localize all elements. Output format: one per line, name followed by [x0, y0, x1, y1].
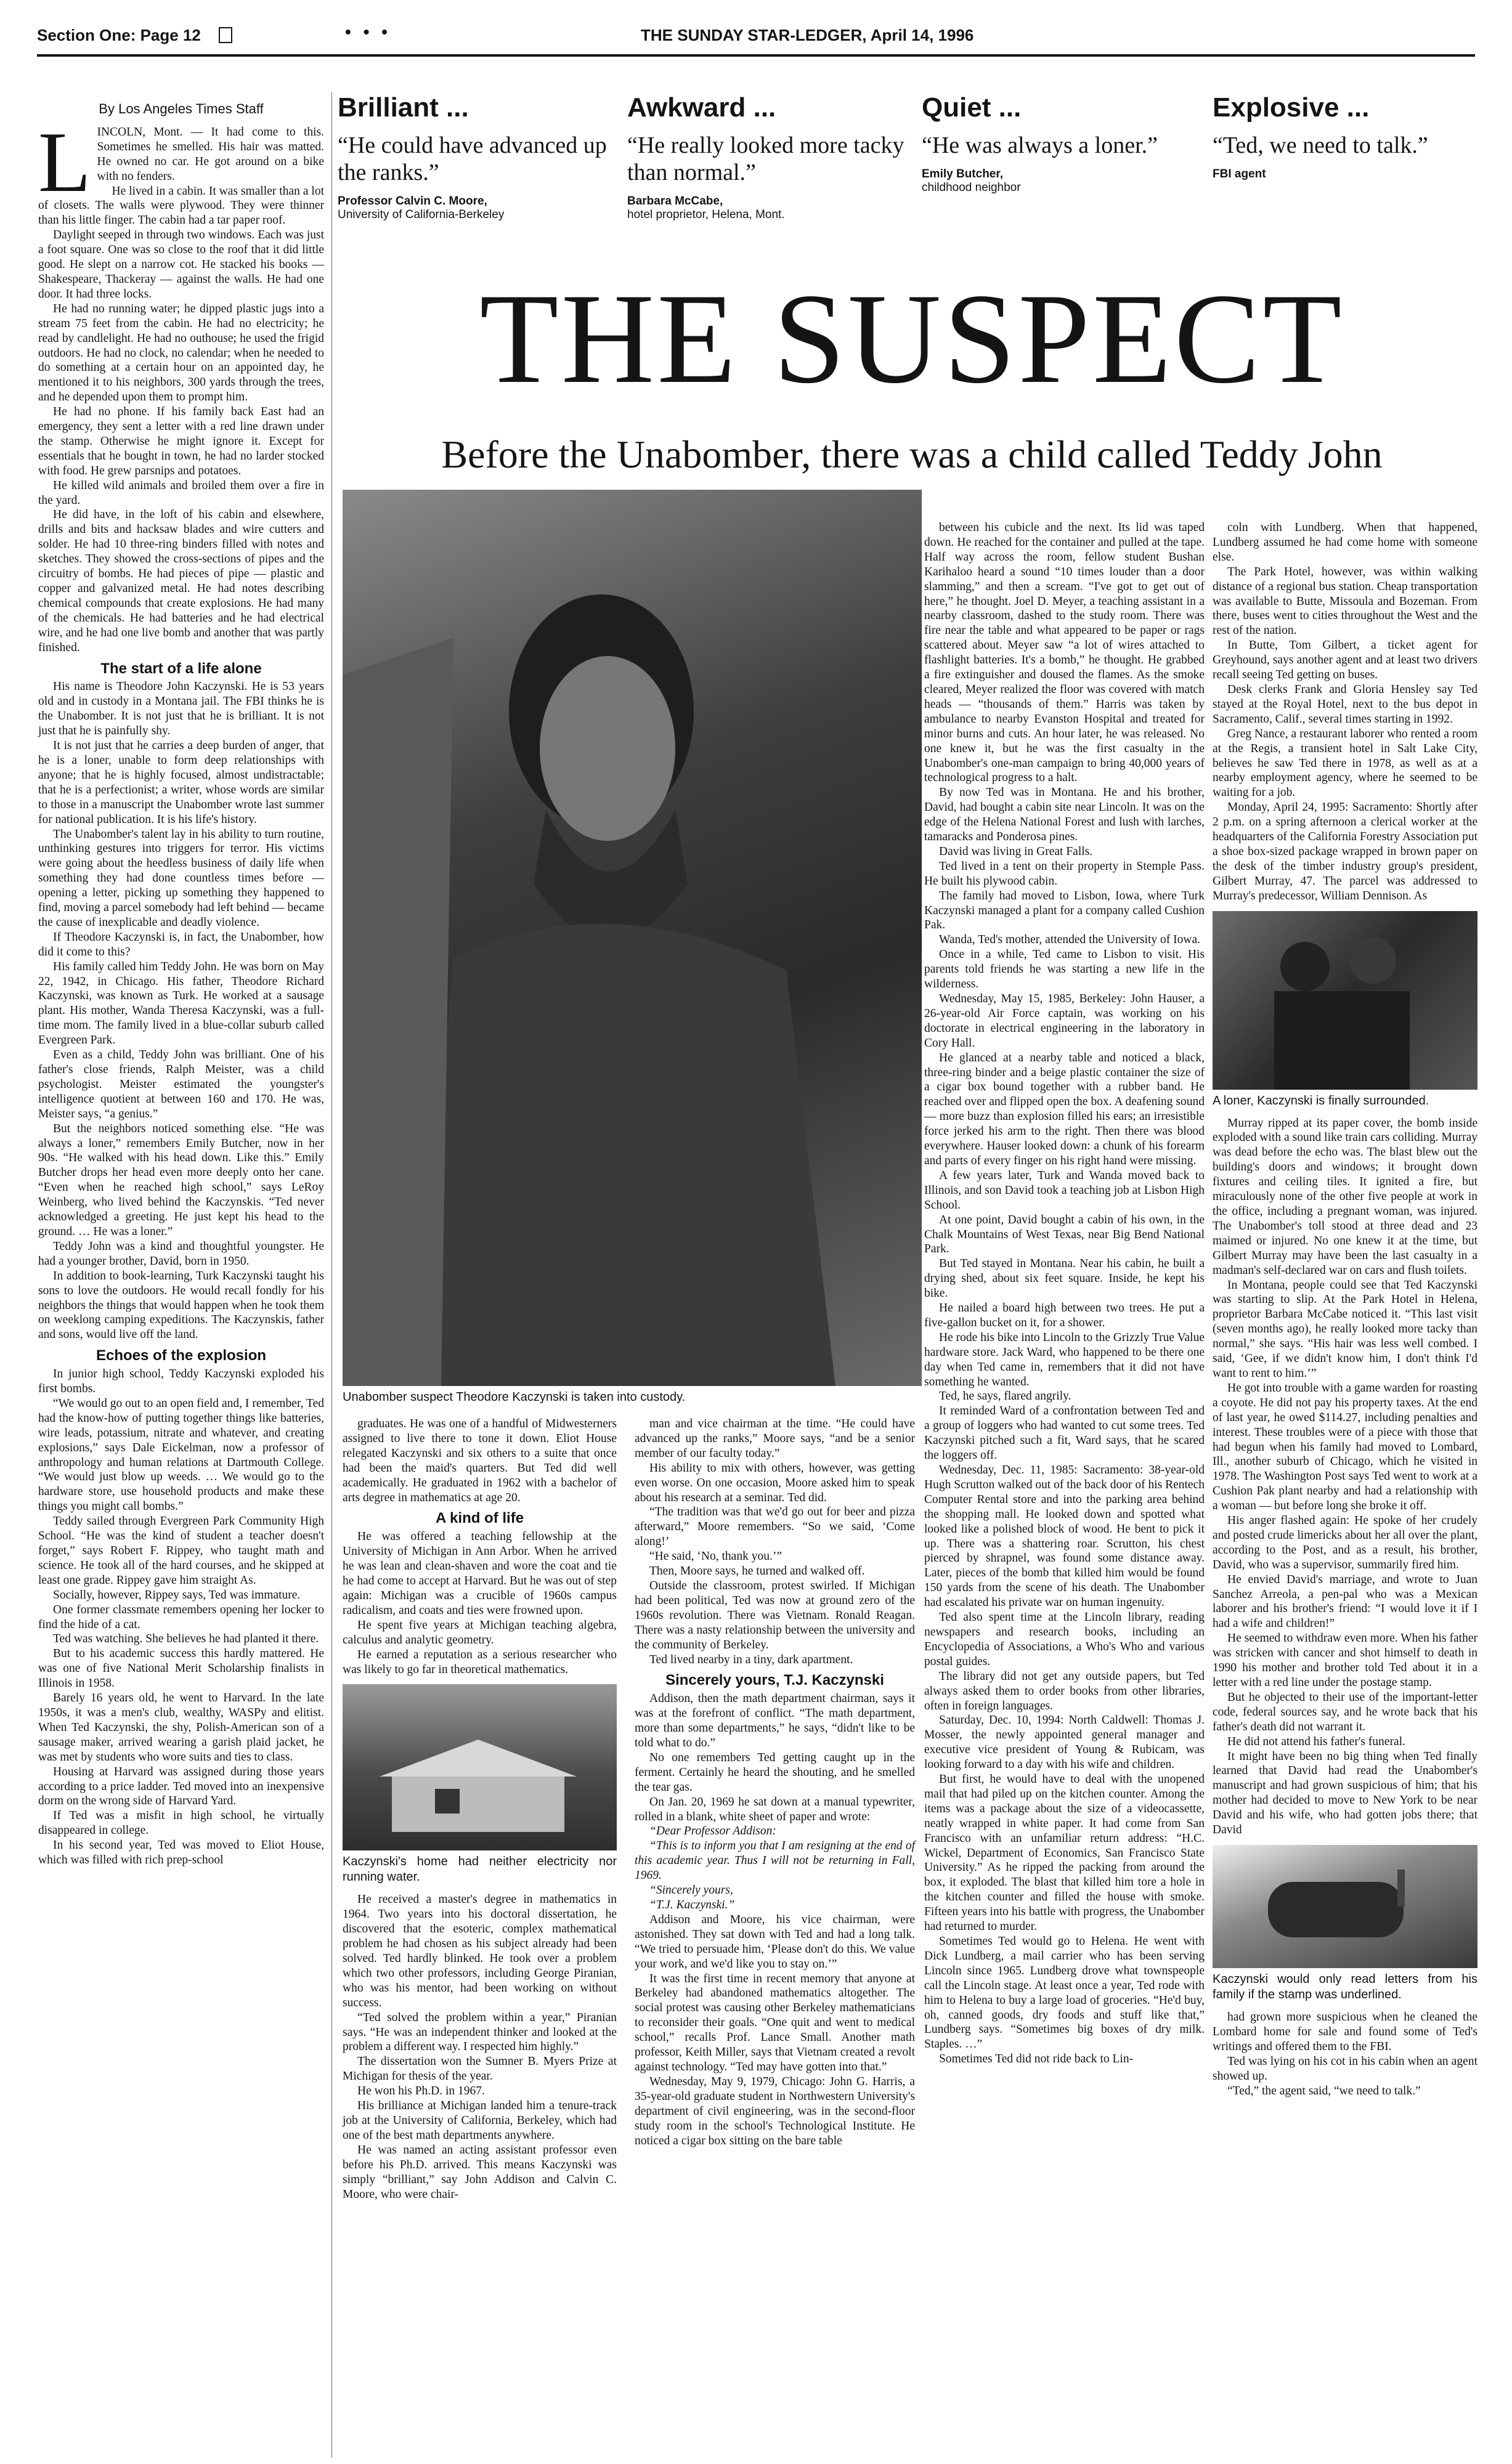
paragraph: Wednesday, Dec. 11, 1985: Sacramento: 38-year-old Hugh Scrutton walked out of the back door of his Rentech Computer Rental store and into the parking area behind the shopping mall. He looked down and spotted what looked like a polished block of wood. He bent to pick it up. There was a shattering roar. Scrutton, his chest pierced by shrapnel, was found some distance away. Later, pieces of the bomb that killed him would be found 150 yards from the scene of his death. The Unabomber had escalated his private war on human ingenuity. [924, 1464, 1205, 1610]
subheadline: Before the Unabomber, there was a child called Teddy John [441, 432, 1383, 476]
paragraph: Outside the classroom, protest swirled. If Michigan had been political, Ted was now at ground zero of the 1960s revolution. There was Vietnam. Ronald Reagan. There was a nasty relationship between the university and the community of Berkeley. [635, 1579, 915, 1651]
paragraph: The family had moved to Lisbon, Iowa, where Turk Kaczynski managed a plant for a company called Cushion Pak. [924, 889, 1205, 932]
paragraph: In Montana, people could see that Ted Kaczynski was starting to slip. At the Park Hotel in Helena, proprietor Barbara McCabe noticed it. “This last visit (seven months ago), he really looked more tacky than normal,” she says. “His hair was less well combed. I said, ‘Gee, if we didn't know him, I don't think I'd want to rent to him.’” [1213, 1278, 1477, 1380]
mailbox-photo-caption: Kaczynski would only read letters from his family if the stamp was underlined. [1213, 1972, 1477, 2001]
paragraph: coln with Lundberg. When that happened, Lundberg assumed he had come home with someone else. [1213, 521, 1477, 564]
paragraph: No one remembers Ted getting caught up in the ferment. Certainly he heard the shouting, and he smelled the tear gas. [635, 1751, 915, 1794]
paragraph: His anger flashed again: He spoke of her crudely and posted crude limericks about her all over the plant, according to the Post, and as a result, his brother, David, who was a supervisor, summarily fired him. [1213, 1514, 1477, 1571]
paragraph: He rode his bike into Lincoln to the Grizzly True Value hardware store. Jack Ward, who happened to be there one day when Ted came in, remembers that it did not have something he wanted. [924, 1331, 1205, 1388]
article-column-1 [38, 102, 324, 1868]
quote-brilliant [338, 92, 618, 222]
paragraph: Wanda, Ted's mother, attended the University of Iowa. [939, 933, 1200, 947]
quote-text: “Ted, we need to talk.” [1213, 132, 1428, 158]
arrest-illustration [1213, 911, 1477, 1090]
paragraph: “Ted solved the problem within a year,” Piranian says. “He was an independent thinker and looked at the problem a different way. I respected him highly.” [343, 2011, 617, 2054]
photo-placeholder-figure [343, 490, 922, 1386]
quote-title: Brilliant ... [338, 92, 469, 123]
arrest-photo-caption: A loner, Kaczynski is finally surrounded. [1213, 1093, 1429, 1108]
quote-title: Awkward ... [627, 92, 776, 123]
paragraph: Ted lived in a tent on their property in Stemple Pass. He built his plywood cabin. [924, 859, 1205, 888]
paragraph: At one point, David bought a cabin of his own, in the Chalk Mountains of West Texas, near Big Bend National Park. [924, 1213, 1205, 1256]
paragraph: between his cubicle and the next. Its lid was taped down. He reached for the container and pulled at the tape. Half way across the room, fellow student Bushan Karihaloo heard a sound “10 times louder than a door slamming,” and then a scream. “I've got to get out of here,” he thought. Joel D. Meyer, a teaching assistant in a nearby classroom, dashed to the study room. There was fire near the table and what appeared to be paper or rags scattered about. Meyer saw “a lot of wires attached to flashlight batteries. It's a bomb,” he thought. He grabbed a fire extinguisher and doused the flames. As the smoke cleared, Meyer realized the floor was covered with match heads — “thousands of them.” Harris was taken by ambulance to nearby Evanston Hospital and treated for minor burns and cuts. An hour later, he was released. No one knew it, but he was the first casualty in the Unabomber's one-man campaign to bring 40,000 years of technological progress to a halt. [924, 521, 1205, 785]
paragraph: Ted was lying on his cot in his cabin when an agent showed up. [1213, 2054, 1477, 2083]
subheading: A kind of life [435, 1510, 524, 1527]
quote-source: Barbara McCabe, [627, 195, 723, 208]
paragraph: Daylight seeped in through two windows. Each was just a foot square. One was so close to the roof that it did little good. He slept on a narrow cot. He stacked his books — Shakespeare, Thackeray — against the walls. He had one door. It had three locks. [38, 229, 324, 301]
paragraph: His ability to mix with others, however, was getting even worse. On one occasion, Moore asked him to speak about his research at a seminar. Ted did. [635, 1461, 915, 1504]
paragraph: He did have, in the loft of his cabin and elsewhere, drills and bits and hacksaw blades and wire cutters and solder. He had 10 three-ring binders filled with notes and sketches. They showed the cross-sections of pipes and the circuitry of bombs. He had pieces of pipe — plastic and copper and galvanized metal. He had notes describing chemical compounds that create explosions. He had many of the chemicals. He had batteries and he had electrical wire, and he had one live bomb and another that was partly finished. [38, 508, 324, 654]
subheading: The start of a life alone [100, 660, 262, 677]
quote-title: Quiet ... [922, 92, 1022, 123]
paragraph: Ted lived nearby in a tiny, dark apartment. [649, 1653, 853, 1666]
paragraph: “Ted,” the agent said, “we need to talk.” [1227, 2084, 1421, 2097]
paragraph: He seemed to withdraw even more. When his father was stricken with cancer and shot himself to death in 1990 his mother and brother told Ted about it in a letter with a red line under the postage stamp. [1213, 1632, 1477, 1689]
section-label: Section One: Page 12 [37, 26, 201, 44]
quote-awkward [627, 92, 908, 222]
paragraph: But he objected to their use of the important-letter code, federal sources say, and he wrote back that his father's death did not warrant it. [1213, 1690, 1477, 1733]
paragraph: He received a master's degree in mathematics in 1964. Two years into his doctoral dissertation, he discovered that the esoteric, complex mathematical problem he had chosen as his subject already had been solved. Ted hardly blinked. He took over a problem which two other professors, including George Piranian, who was his mentor, had been working on without success. [343, 1893, 617, 2009]
paragraph: Then, Moore says, he turned and walked off. [649, 1565, 865, 1578]
quote-text: “He really looked more tacky than normal.” [627, 132, 904, 185]
quote-quiet [922, 92, 1202, 195]
paragraph: Wednesday, May 9, 1979, Chicago: John G. Harris, a 35-year-old graduate student in Northwestern University's department of civil engineering, was in the second-floor study room in the school's Technological Institute. He noticed a cigar box sitting on the bare table [635, 2075, 915, 2147]
main-photo-caption: Unabomber suspect Theodore Kaczynski is taken into custody. [343, 1390, 686, 1404]
paragraph: man and vice chairman at the time. “He could have advanced up the ranks,” Moore says, “and be a senior member of our faculty today.” [635, 1417, 915, 1460]
paragraph: He spent five years at Michigan teaching algebra, calculus and analytic geometry. [343, 1618, 617, 1647]
paragraph: Addison and Moore, his vice chairman, were astonished. They sat down with Ted and had a long talk. “We tried to persuade him, ‘Please don't do this. We value your work, and we'd like you to stay on.’” [635, 1913, 915, 1971]
paragraph: David was living in Great Falls. [939, 845, 1093, 858]
paragraph: INCOLN, Mont. — It had come to this. Sometimes he smelled. His hair was matted. He owned no car. He got around on a bike with no fenders. [97, 125, 324, 183]
paragraph: He nailed a board high between two trees. He put a five-gallon bucket on it, for a shower. [924, 1302, 1205, 1329]
paragraph: He killed wild animals and broiled them over a fire in the yard. [38, 479, 324, 507]
paragraph: The dissertation won the Sumner B. Myers Prize at Michigan for thesis of the year. [343, 2055, 617, 2083]
paragraph: Teddy sailed through Evergreen Park Community High School. “He was the kind of student a teacher doesn't forget,” says Robert F. Rippey, who taught math and science. He took all of the hard courses, and he skipped at least one grade. Rippey gave him straight As. [38, 1515, 324, 1587]
main-photo-suspect [343, 490, 922, 1386]
quote-title: Explosive ... [1213, 92, 1370, 123]
paragraph: One former classmate remembers opening her locker to find the hide of a cat. [38, 1603, 324, 1631]
paragraph: Socially, however, Rippey says, Ted was immature. [53, 1588, 301, 1602]
paragraph: Sometimes Ted did not ride back to Lin- [939, 2053, 1134, 2066]
paragraph: graduates. He was one of a handful of Midwesterners assigned to live there to tone it down. Eliot House relegated Kaczynski and six others to a suite that once had been the maid's quarters. But Ted did well academically. He graduated in 1962 with a bachelor of arts degree in mathematics at age 20. [343, 1417, 617, 1504]
paragraph: But the neighbors noticed something else. “He was always a loner,” remembers Emily Butcher, now in her 90s. “He walked with his head down. Like this.” Emily Butcher drops her head even more deeply onto her cane. “Even when he reached high school,” says LeRoy Weinberg, who lived behind the Kaczynskis. “Ted never acknowledged a greeting. He just kept his head to the ground. … He was a loner.” [38, 1122, 324, 1238]
paragraph: “The tradition was that we'd go out for beer and pizza afterward,” Moore remembers. “So we said, ‘Come along!’ [635, 1506, 915, 1549]
paragraph: Housing at Harvard was assigned during those years according to a price ladder. Ted moved into an inexpensive dorm on the wrong side of Harvard Yard. [38, 1765, 324, 1808]
paragraph: Ted, he says, flared angrily. [939, 1390, 1071, 1403]
paragraph: If Theodore Kaczynski is, in fact, the Unabomber, how did it come to this? [38, 930, 324, 958]
article-column-5 [1213, 521, 1477, 2098]
paragraph: He glanced at a nearby table and noticed a black, three-ring binder and a beige plastic container the size of a cigar box bound together with a rubber band. He reached over and flipped open the box. A deafening sound — more buzz than explosion filled his ears; an irresistible force jerked his arm to the right. Then there was blood everywhere. Hauser looked down: a chunk of his forearm and parts of every finger on his right hand were missing. [924, 1051, 1205, 1167]
subheading: Echoes of the explosion [96, 1347, 267, 1364]
quote-role: University of California-Berkeley [338, 208, 505, 221]
headline: THE SUSPECT [479, 267, 1344, 410]
paragraph: Murray ripped at its paper cover, the bomb inside exploded with a sound like train cars colliding. Murray was dead before the echo was. The blast blew out the building's doors and windows; it brought down fixtures and ceiling tiles. It ignited a fire, but miraculously none of the other five people at work in the office, including a pregnant woman, was injured. The Unabomber's toll stood at three dead and 23 maimed or injured. No one knew it at the time, but Gilbert Murray may have been the last casualty in a madman's self-declared war on cars and flush toilets. [1213, 1116, 1477, 1277]
paragraph: He had no phone. If his family back East had an emergency, they sent a letter with a red line drawn under the stamp. Otherwise he might ignore it. Except for essentials that he bought in town, he had no larder stocked with food. He grew parsnips and potatoes. [38, 405, 324, 477]
paragraph: It reminded Ward of a confrontation between Ted and a group of loggers who had wanted to cut some trees. Ted Kaczynski pitched such a fit, Ward says, that he scared the loggers off. [924, 1404, 1205, 1462]
page-header [37, 23, 1475, 57]
paragraph: A few years later, Turk and Wanda moved back to Illinois, and son David took a teaching job at Lisbon High School. [924, 1169, 1205, 1212]
paragraph: In his second year, Ted was moved to Eliot House, which was filled with rich prep-school [38, 1839, 324, 1867]
paragraph: It might have been no big thing when Ted finally learned that David had read the Unabomber's manuscript and had grown suspicious of him; that his mother had decided to move to New York to be near David and his wife, who had gotten jobs there; that David [1213, 1749, 1477, 1837]
paragraph: “He said, ‘No, thank you.’” [649, 1550, 782, 1563]
paragraph: had grown more suspicious when he cleaned the Lombard home for sale and found some of Ted's writings and offered them to the FBI. [1213, 2010, 1477, 2053]
paragraph: Saturday, Dec. 10, 1994: North Caldwell: Thomas J. Mosser, the newly appointed general manager and executive vice president of Young & Rubicam, was looking forward to a day with his wife and children. [924, 1714, 1205, 1772]
paragraph: His family called him Teddy John. He was born on May 22, 1942, in Chicago. His father, Theodore Richard Kaczynski, was known as Turk. He worked at a sausage plant. His mother, Wanda Theresa Kaczynski, was a full-time mom. The family lived in a blue-collar suburb called Evergreen Park. [38, 960, 324, 1047]
article-column-2 [343, 1417, 617, 2202]
checkbox-glyph [219, 27, 232, 43]
paragraph: His brilliance at Michigan landed him a tenure-track job at the University of California, Berkeley, which had one of the best math departments anywhere. [343, 2099, 617, 2142]
paragraph: On Jan. 20, 1969 he sat down at a manual typewriter, rolled in a blank, white sheet of paper and wrote: [635, 1795, 915, 1823]
paragraph: The library did not get any outside papers, but Ted always asked them to order books from other libraries, often in foreign languages. [924, 1669, 1205, 1712]
cabin-photo [343, 1684, 617, 1850]
paragraph: He did not attend his father's funeral. [1227, 1735, 1405, 1748]
paragraph: The Park Hotel, however, was within walking distance of a regional bus station. Cheap transportation was available to Butte, Missoula and Bozeman. From there, buses went to cities throughout the West and the rest of the nation. [1213, 565, 1477, 638]
paragraph: Ted also spent time at the Lincoln library, reading newspapers and research books, including an Encyclopedia of Associations, a Who's Who and various postal guides. [924, 1611, 1205, 1668]
paragraph: But first, he would have to deal with the unopened mail that had piled up on the kitchen counter. Among the items was a package about the size of a videocassette, neatly wrapped in white paper. It had come from San Francisco with an unfamiliar return address: “H.C. Wickel, Department of Economics, San Francisco State University.” As he ripped the packing from around the box, it exploded. The blast that killed him tore a hole in the kitchen counter and filled the house with smoke. Fifteen years into his battle with progress, the Unabomber had returned to murder. [924, 1773, 1205, 1934]
article-column-4 [924, 521, 1205, 2067]
paragraph: But to his academic success this hardly mattered. He was one of five National Merit Scholarship finalists in Illinois in 1958. [38, 1647, 324, 1690]
paragraph: It is not just that he carries a deep burden of anger, that he is a loner, unable to form deep relationships with anyone; that he is highly focused, almost undistractable; that he is a perfectionist; a writer, whose words are similar to those in a manuscript the Unabomber wrote last summer for national publication. It is his life's history. [38, 739, 324, 826]
paragraph: He earned a reputation as a serious researcher who was likely to go far in theoretical mathematics. [343, 1648, 617, 1676]
letter-line: “T.J. Kaczynski.” [649, 1899, 735, 1911]
paragraph: By now Ted was in Montana. He and his brother, David, had bought a cabin site near Lincoln. It was on the edge of the Helena National Forest and lush with larches, tamaracks and Ponderosa pines. [924, 786, 1205, 844]
paragraph: Addison, then the math department chairman, says it was at the forefront of conflict. “The math department, more than some departments,” he says, “didn't like to be told what to do.” [635, 1692, 915, 1750]
header-dots: • • • [345, 22, 391, 41]
paragraph: But Ted stayed in Montana. Near his cabin, he built a drying shed, about six feet square. Inside, he kept his bike. [924, 1257, 1205, 1300]
paragraph: Even as a child, Teddy John was brilliant. One of his father's close friends, Ralph Meister, was a child psychologist. Meister estimated the youngster's intelligence quotient at between 160 and 170. He was, Meister says, “a genius.” [38, 1048, 324, 1121]
subheading: Sincerely yours, T.J. Kaczynski [665, 1672, 884, 1689]
paragraph: Desk clerks Frank and Gloria Hensley say Ted stayed at the Royal Hotel, next to the bus depot in Sacramento, Calif., several times starting in 1992. [1213, 683, 1477, 726]
quote-explosive [1213, 92, 1471, 181]
paragraph: In addition to book-learning, Turk Kaczynski taught his sons to love the outdoors. He would recall fondly for his neighbors the things that would happen when he took them on weeklong camping expeditions. The Kaczynskis, father and sons, would live off the land. [38, 1269, 324, 1342]
paragraph: He got into trouble with a game warden for roasting a coyote. He did not pay his property taxes. At the end of last year, he owed $114.27, including penalties and interest. These troubles were of a piece with those that had begun when his family had moved to Lombard, Ill., another suburb of Chicago, which he visited in 1978. The Washington Post says Ted went to work at a Cushion Pak plant nearby and had a relationship with a woman — but before long she broke it off. [1213, 1381, 1477, 1513]
quote-source: FBI agent [1213, 168, 1266, 180]
letter-line: “Sincerely yours, [649, 1884, 733, 1897]
arrest-photo [1213, 911, 1477, 1090]
quote-text: “He could have advanced up the ranks.” [338, 132, 607, 185]
paragraph: Monday, April 24, 1995: Sacramento: Shortly after 2 p.m. on a spring afternoon a clerical worker at the headquarters of the California Forestry Association put a shoe box-sized package wrapped in brown paper on the desk of the timber industry group's president, Gilbert Murray, 47. The parcel was addressed to Murray's predecessor, William Dennison. As [1213, 801, 1477, 902]
paragraph: If Ted was a misfit in high school, he virtually disappeared in college. [38, 1809, 324, 1838]
quote-role: childhood neighbor [922, 181, 1021, 194]
paragraph: Greg Nance, a restaurant laborer who rented a room at the Regis, a transient hotel in Salt Lake City, believes he saw Ted there in 1978, as well as at a nearby employment agency, where he seemed to be waiting for a job. [1213, 727, 1477, 800]
mailbox-illustration [1213, 1845, 1477, 1968]
quote-text: “He was always a loner.” [922, 132, 1158, 158]
paragraph: In junior high school, Teddy Kaczynski exploded his first bombs. [38, 1368, 324, 1396]
quote-source: Emily Butcher, [922, 168, 1003, 180]
paragraph: Barely 16 years old, he went to Harvard. In the late 1950s, it was a men's club, wealthy, WASPy and elitist. When Ted Kaczynski, the shy, Polish-American son of a sausage maker, arrived wearing a garish plaid jacket, he was met by students who wore suits and ties to class. [38, 1692, 324, 1764]
paragraph: He was offered a teaching fellowship at the University of Michigan in Ann Arbor. When he arrived he was lean and clean-shaven and wore the coat and tie he had come to accept at Harvard. But he was out of step again: Michigan was a crucible of 1960s campus radicalism, and coats and ties were frowned upon. [343, 1530, 617, 1617]
cabin-illustration [343, 1684, 617, 1850]
byline: By Los Angeles Times Staff [99, 101, 264, 116]
paragraph: He had no running water; he dipped plastic jugs into a stream 75 feet from the cabin. He had no electricity; he read by candlelight. He had no outhouse; he used the frigid outdoors. He had no clock, no calendar; when he needed to do something at a certain hour on an appointed day, he mentioned it to his neighbors, 300 yards through the trees, and he depended upon them to prompt him. [38, 302, 324, 404]
cabin-photo-caption: Kaczynski's home had neither electricity nor running water. [343, 1855, 617, 1884]
paragraph: Sometimes Ted would go to Helena. He went with Dick Lundberg, a mail carrier who has been serving Lincoln since 1965. Lundberg drove what townspeople call the Lincoln stage. At least once a year, Ted rode with him to Helena to buy a large load of groceries. “He'd buy, oh, canned goods, dry foods and stuff like that,” Lundberg says. “Sometimes big boxes of dry milk. Staples. …” [924, 1935, 1205, 2051]
letter-line: “This is to inform you that I am resigning at the end of this academic year. Thus I will not be returning in Fall, 1969. [635, 1839, 915, 1882]
paragraph: He envied David's marriage, and wrote to Juan Sanchez Arreola, a pen-pal who was a Mexican laborer and his brother's friend: “I would love it if I had a wife and children!” [1213, 1573, 1477, 1631]
paragraph: It was the first time in recent memory that anyone at Berkeley had abandoned mathematics altogether. The social protest was causing other Berkeley mathematicians to reconsider their goals. “One quit and went to medical school,” recalls Prof. Lance Small. Another math professor, Keith Miller, says that Vietnam created a revolt against technology. “Ted may have gotten into that.” [635, 1972, 915, 2073]
paragraph: Ted was watching. She believes he had planted it there. [53, 1632, 319, 1646]
article-column-3 [635, 1417, 915, 2148]
letter-line: “Dear Professor Addison: [649, 1825, 776, 1838]
paragraph: “We would go out to an open field and, I remember, Ted had the know-how of putting together things like batteries, wire leads, potassium, nitrate and whatever, and creating explosions,” says Dale Eickelman, now a professor of anthropology and human relations at Dartmouth College. “We would just blow up weeds. … We would go to the hardware store, use household products and make these things you might call bombs.” [38, 1396, 324, 1514]
paragraph: He won his Ph.D. in 1967. [357, 2085, 485, 2098]
paragraph: He was named an acting assistant professor even before his Ph.D. arrived. This means Kaczynski was simply “brilliant,” say John Addison and Calvin C. Moore, who were chair- [343, 2143, 617, 2201]
quote-source: Professor Calvin C. Moore, [338, 195, 487, 208]
drop-cap: L [38, 114, 91, 210]
paragraph: He lived in a cabin. It was smaller than a lot of closets. The walls were plywood. They were thinner than his little finger. The cabin had a tar paper roof. [38, 184, 324, 227]
paragraph: His name is Theodore John Kaczynski. He is 53 years old and in custody in a Montana jail. The FBI thinks he is the Unabomber. It is not just that he is brilliant. It is not just that he is painfully shy. [38, 680, 324, 738]
newspaper-dateline: THE SUNDAY STAR-LEDGER, April 14, 1996 [641, 26, 974, 44]
mailbox-photo [1213, 1845, 1477, 1968]
paragraph: Teddy John was a kind and thoughtful youngster. He had a younger brother, David, born in 1950. [38, 1239, 324, 1268]
quote-role: hotel proprietor, Helena, Mont. [627, 208, 785, 221]
column-rule [331, 92, 332, 2458]
paragraph: In Butte, Tom Gilbert, a ticket agent for Greyhound, says another agent and at least two drivers recall seeing Ted getting on buses. [1213, 639, 1477, 682]
paragraph: Wednesday, May 15, 1985, Berkeley: John Hauser, a 26-year-old Air Force captain, was working on his doctorate in electrical engineering in the laboratory in Cory Hall. [924, 992, 1205, 1050]
paragraph: The Unabomber's talent lay in his ability to turn routine, unthinking gestures into triggers for terror. His victims were going about the heedless business of daily life when something they had done countless times before — opening a letter, picking up something they happened to find, moving a parcel somebody had left behind — became the cause of inexplicable and deadly violence. [38, 827, 324, 929]
paragraph: Once in a while, Ted came to Lisbon to visit. His parents told friends he was starting a new life in the wilderness. [924, 948, 1205, 991]
